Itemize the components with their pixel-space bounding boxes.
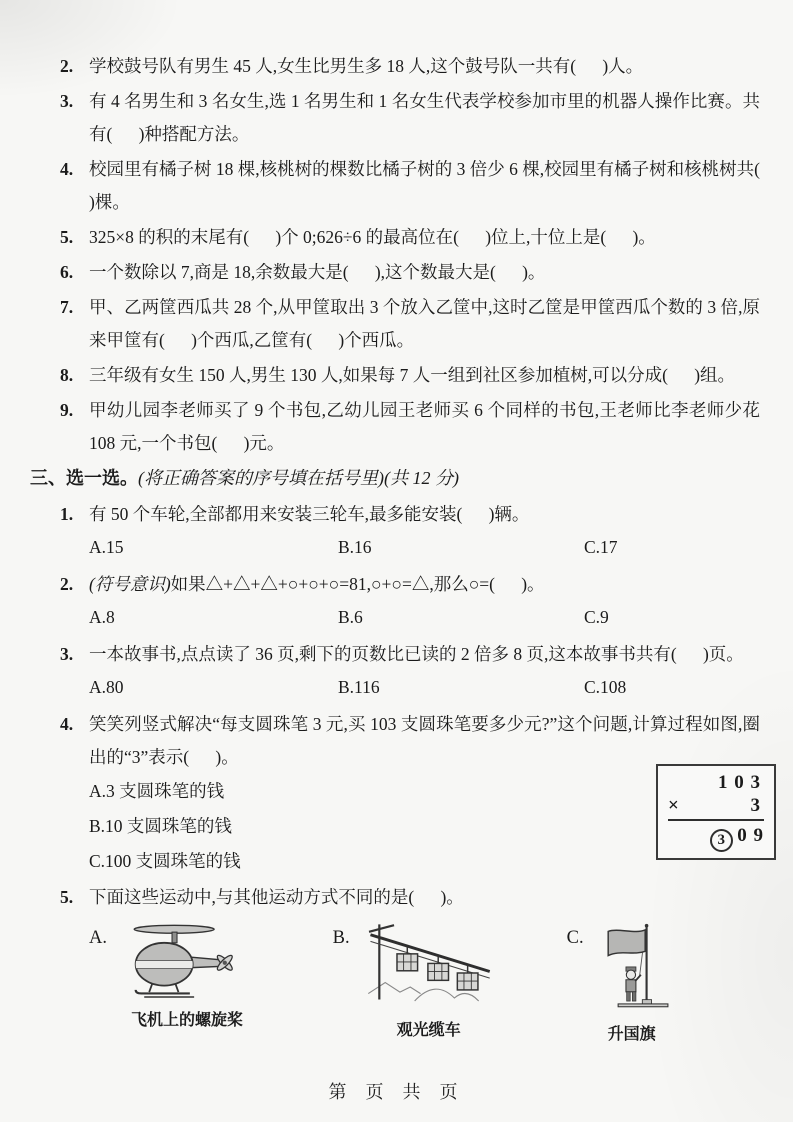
picture-caption: 升国旗 — [607, 1026, 656, 1043]
question-text: (符号意识)如果△+△+△+○+○+○=81,○+○=△,那么○=( )。 — [89, 574, 545, 594]
picture-option-a — [89, 920, 333, 1037]
multiplicand: 1 0 3 — [718, 772, 761, 793]
option-b: B.10 支圆珠笔的钱 — [89, 816, 232, 836]
paper-content — [30, 50, 787, 1053]
question-number: 3. — [60, 644, 74, 664]
product-row — [668, 821, 764, 852]
option-letter: A. — [89, 928, 107, 948]
fill-question-2 — [60, 50, 760, 83]
section-title: 三、选一选。 — [30, 468, 138, 488]
question-number: 2. — [60, 574, 74, 594]
fill-question-4 — [60, 153, 787, 219]
option-c: C.100 支圆珠笔的钱 — [89, 851, 241, 871]
vertical-multiplication-figure — [656, 764, 776, 860]
question-text: 一本故事书,点点读了 36 页,剩下的页数比已读的 2 倍多 8 页,这本故事书共有( )页。 — [89, 644, 744, 664]
question-note: (符号意识) — [89, 574, 171, 594]
fill-question-8 — [60, 359, 760, 392]
product-rest: 0 9 — [737, 825, 764, 846]
multiplier: 3 — [750, 795, 761, 816]
fill-question-6 — [60, 256, 760, 289]
option-a: A.3 支圆珠笔的钱 — [89, 781, 225, 801]
choice-question-2 — [60, 568, 760, 636]
question-number: 5. — [60, 227, 74, 247]
option-c: C.108 — [584, 677, 627, 697]
option-b: B.116 — [338, 677, 380, 697]
question-number: 7. — [60, 297, 74, 317]
question-number: 9. — [60, 400, 74, 420]
picture-caption: 观光缆车 — [396, 1022, 461, 1039]
question-number: 8. — [60, 365, 74, 385]
picture-options-row — [89, 920, 760, 1051]
option-c: C.17 — [584, 537, 618, 557]
fill-question-3 — [60, 85, 760, 151]
choice-question-5 — [60, 881, 760, 1051]
question-number: 4. — [60, 159, 74, 179]
question-text: 学校鼓号队有男生 45 人,女生比男生多 18 人,这个鼓号队一共有( )人。 — [89, 56, 644, 76]
page-footer: 第 页 共 页 — [328, 1082, 465, 1102]
multiplier-row — [668, 794, 764, 821]
question-text: 下面这些运动中,与其他运动方式不同的是( )。 — [89, 887, 464, 907]
options-row — [89, 601, 760, 634]
question-number: 2. — [60, 56, 74, 76]
times-sign: × — [668, 795, 680, 816]
option-letter: B. — [332, 928, 350, 948]
options-row — [89, 671, 760, 704]
option-letter: C. — [566, 928, 584, 948]
choice-question-4 — [60, 708, 764, 879]
flag-raising-icon — [584, 920, 680, 1016]
question-number: 4. — [60, 714, 74, 734]
section-three-header — [30, 462, 760, 495]
option-c: C.9 — [584, 607, 609, 627]
fill-question-5 — [60, 221, 760, 254]
question-number: 6. — [60, 262, 74, 282]
choice-question-1 — [60, 498, 760, 566]
fill-question-9 — [60, 394, 765, 460]
options-row — [89, 531, 760, 564]
circled-digit: 3 — [710, 829, 733, 852]
question-text: 一个数除以 7,商是 18,余数最大是( ),这个数最大是( )。 — [89, 262, 546, 282]
picture-caption: 飞机上的螺旋桨 — [130, 1012, 243, 1029]
option-a: A.8 — [89, 607, 115, 627]
question-text: 甲、乙两筐西瓜共 28 个,从甲筐取出 3 个放入乙筐中,这时乙筐是甲筐西瓜个数的 3 倍,原来甲筐有( )个西瓜,乙筐有( )个西瓜。 — [89, 297, 760, 350]
cable-car-icon — [350, 920, 508, 1012]
option-b: B.16 — [338, 537, 372, 557]
question-text: 有 50 个车轮,全部都用来安装三轮车,最多能安装( )辆。 — [89, 504, 530, 524]
option-a: A.80 — [89, 677, 124, 697]
section-note: (将正确答案的序号填在括号里)(共 12 分) — [138, 468, 459, 488]
question-text: 有 4 名男生和 3 名女生,选 1 名男生和 1 名女生代表学校参加市里的机器人操作比赛。共有( )种搭配方法。 — [89, 91, 760, 144]
question-text: 325×8 的积的末尾有( )个 0;626÷6 的最高位在( )位上,十位上是( )。 — [89, 227, 656, 247]
choice-question-3 — [60, 638, 760, 706]
question-text: 笑笑列竖式解决“每支圆珠笔 3 元,买 103 支圆珠笔要多少元?”这个问题,计算过程如图,圈出的“3”表示( )。 — [89, 714, 760, 767]
question-text: 校园里有橘子树 18 棵,核桃树的棵数比橘子树的 3 倍少 6 棵,校园里有橘子树和核桃树共( )棵。 — [89, 159, 787, 212]
picture-option-c — [567, 920, 760, 1051]
picture-option-b — [333, 920, 567, 1047]
fill-question-7 — [60, 291, 760, 357]
question-text: 甲幼儿园李老师买了 9 个书包,乙幼儿园王老师买 6 个同样的书包,王老师比李老师少花 108 元,一个书包( )元。 — [89, 400, 765, 453]
question-text: 三年级有女生 150 人,男生 130 人,如果每 7 人一组到社区参加植树,可以分成( )组。 — [89, 365, 736, 385]
option-b: B.6 — [338, 607, 363, 627]
question-number: 3. — [60, 91, 74, 111]
helicopter-icon — [107, 920, 267, 1002]
question-number: 5. — [60, 887, 74, 907]
option-a: A.15 — [89, 537, 124, 557]
question-number: 1. — [60, 504, 74, 524]
